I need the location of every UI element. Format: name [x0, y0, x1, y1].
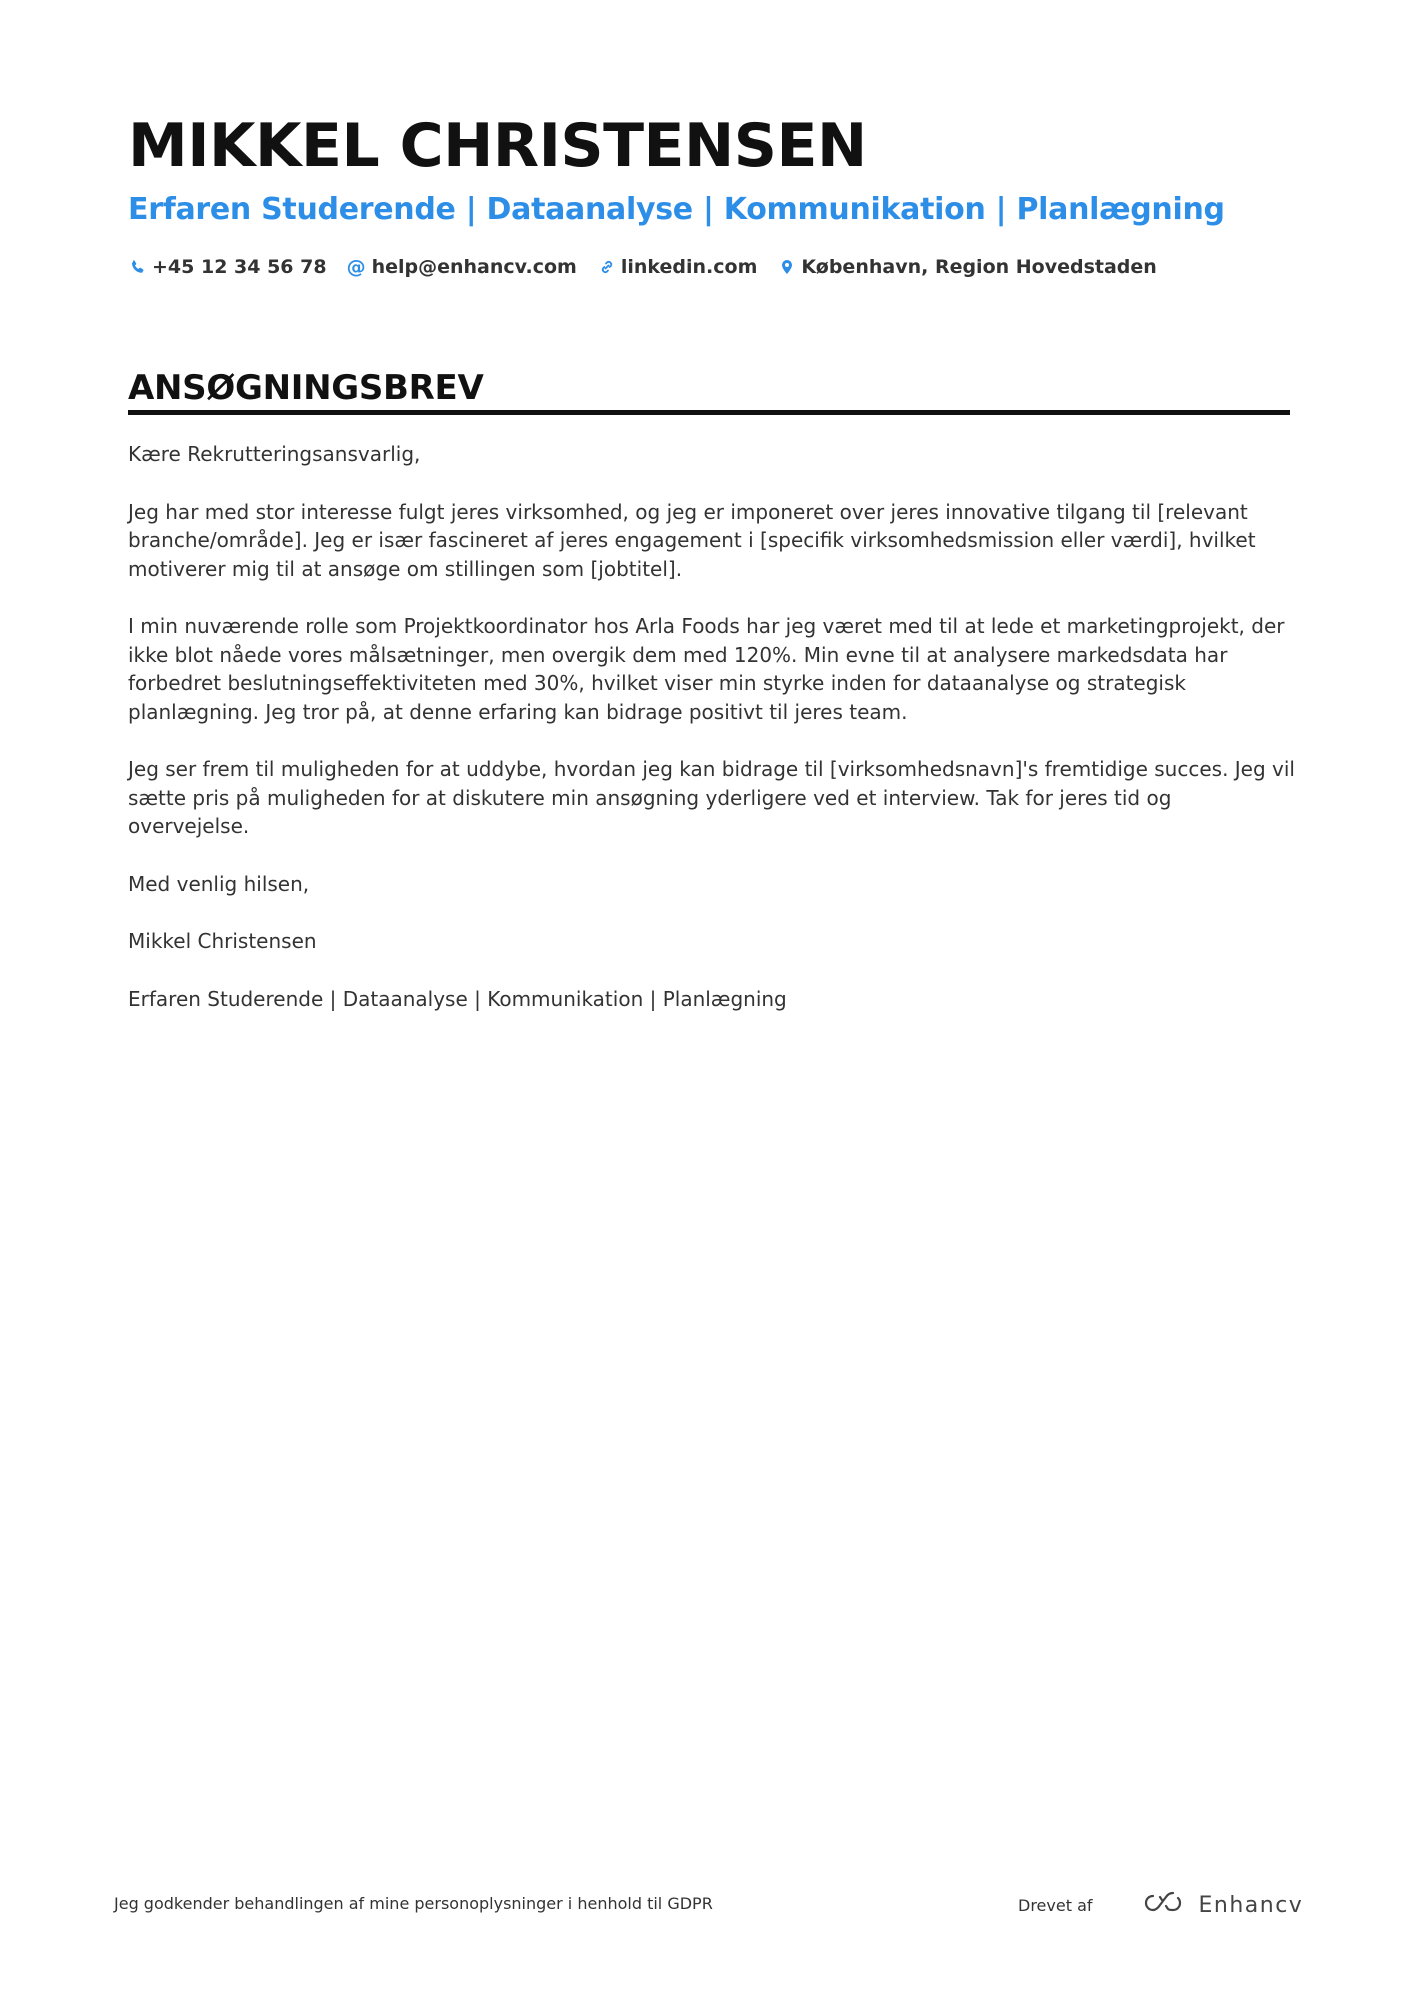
letter-greeting: Kære Rekrutteringsansvarlig, [128, 442, 421, 466]
letter-paragraph: Jeg har med stor interesse fulgt jeres virksomhed, og jeg er imponeret over jeres innovative tilgang til [relevant branche/område]. Jeg er især fascineret af jeres engagement i [specifik virksomhedsmission eller værdi], hvilket motiverer mig til at ansøge om stillingen som [jobtitel]. [128, 499, 1256, 581]
contact-linkedin[interactable] [597, 256, 758, 278]
letter-signature-title: Erfaren Studerende | Dataanalyse | Kommunikation | Planlægning [128, 986, 787, 1011]
powered-by-label: Drevet af [1018, 1895, 1093, 1915]
at-icon: @ [346, 256, 366, 278]
footer-branding [1018, 1890, 1304, 1920]
contact-location [777, 256, 1156, 278]
letter-paragraph: Jeg ser frem til muligheden for at uddybe, hvordan jeg kan bidrage til [virksomhedsnavn]'s fremtidige succes. Jeg vil sætte pris på muligheden for at diskutere min ansøgning yderligere ved et interview. Tak for jeres tid og overvejelse. [128, 757, 1295, 838]
contact-phone[interactable] [128, 256, 327, 278]
section-title: ANSØGNINGSBREV [128, 368, 484, 408]
candidate-subtitle: Erfaren Studerende | Dataanalyse | Kommunikation | Planlægning [128, 192, 1225, 227]
contact-email-text: help@enhancv.com [371, 256, 577, 278]
enhancv-logo-icon [1141, 1891, 1199, 1920]
letter-body [128, 440, 1298, 1042]
contact-bar [128, 252, 1177, 282]
location-pin-icon [777, 257, 797, 277]
brand-logo[interactable] [1141, 1891, 1304, 1920]
brand-name: Enhancv [1198, 1892, 1304, 1918]
candidate-name: MIKKEL CHRISTENSEN [128, 111, 867, 181]
letter-paragraph: I min nuværende rolle som Projektkoordinator hos Arla Foods har jeg været med til at lede et marketingprojekt, der ikke blot nåede vores målsætninger, men overgik dem med 120%. Min evne til at analysere markedsdata har forbedret beslutningseffektiviteten med 30%, hvilket viser min styrke inden for dataanalyse og strategisk planlægning. Jeg tror på, at denne erfaring kan bidrage positivt til jeres team. [128, 614, 1285, 724]
contact-linkedin-text: linkedin.com [620, 256, 758, 278]
letter-signature: Mikkel Christensen [128, 929, 317, 953]
contact-location-text: København, Region Hovedstaden [801, 256, 1157, 278]
contact-phone-text: +45 12 34 56 78 [152, 256, 327, 278]
link-icon [597, 257, 617, 277]
phone-icon [128, 257, 148, 277]
section-divider [128, 410, 1290, 415]
letter-closing: Med venlig hilsen, [128, 871, 310, 896]
gdpr-consent: Jeg godkender behandlingen af mine personoplysninger i henhold til GDPR [114, 1894, 713, 1913]
contact-email[interactable] [347, 256, 577, 278]
